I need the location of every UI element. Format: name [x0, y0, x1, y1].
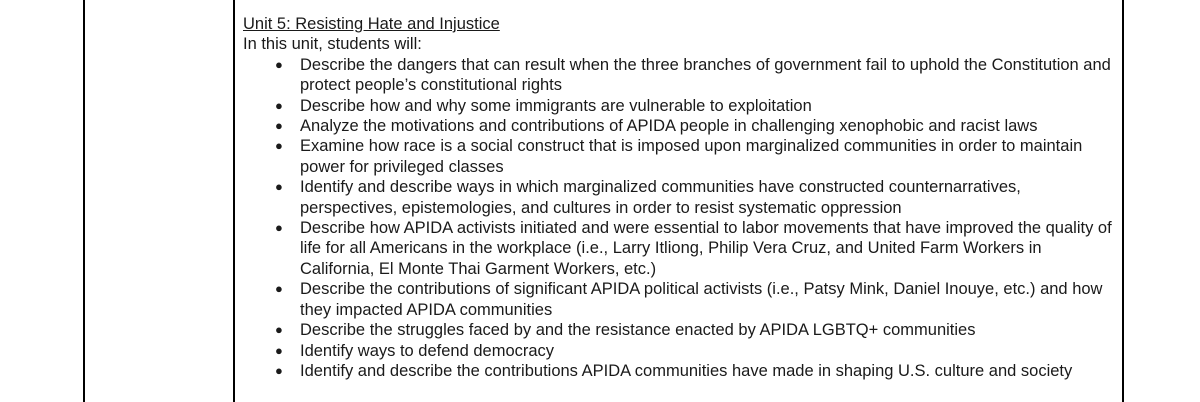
bullet-icon: ● — [275, 179, 283, 195]
table-border-right — [1122, 0, 1124, 402]
bullet-icon: ● — [275, 281, 283, 297]
bullet-icon: ● — [275, 342, 283, 358]
table-border-left — [83, 0, 85, 402]
list-item — [243, 218, 1118, 279]
unit-title: Unit 5: Resisting Hate and Injustice — [243, 15, 500, 33]
list-item-text: Analyze the motivations and contributions of APIDA people in challenging xenophobic and racist laws — [300, 117, 1038, 136]
bullet-icon: ● — [275, 138, 283, 154]
bullet-icon: ● — [275, 56, 283, 72]
list-item-text: Describe how APIDA activists initiated and were essential to labor movements that have improved the quality of life for all Americans in the workplace (i.e., Larry Itliong, Philip Vera Cruz, and United Farm Workers in California, El Monte Thai Garment Workers, etc.) — [300, 219, 1112, 278]
bullet-icon: ● — [275, 220, 283, 236]
bullet-icon: ● — [275, 118, 283, 134]
list-item — [243, 177, 1118, 218]
table-column-divider — [233, 0, 235, 402]
list-item-text: Identify ways to defend democracy — [300, 341, 555, 360]
list-item-text: Describe how and why some immigrants are vulnerable to exploitation — [300, 96, 812, 115]
bullet-icon: ● — [275, 362, 283, 378]
list-item-text: Describe the contributions of significant APIDA political activists (i.e., Patsy Mink, Daniel Inouye, etc.) and how they impacted APIDA communities — [300, 280, 1103, 319]
list-item — [243, 279, 1118, 320]
bullet-icon: ● — [275, 322, 283, 338]
list-item-text: Examine how race is a social construct that is imposed upon marginalized communities in order to maintain power for privileged classes — [300, 137, 1083, 176]
table-cell-content — [243, 14, 1118, 381]
learning-outcomes-list — [243, 55, 1118, 382]
list-item-text: Describe the dangers that can result when the three branches of government fail to uphold the Constitution and protect people’s constitutional rights — [300, 55, 1111, 95]
list-item-text: Identify and describe ways in which marginalized communities have constructed counternarratives, perspectives, epistemologies, and cultures in order to resist systematic oppression — [300, 178, 1021, 217]
list-item — [243, 55, 1118, 96]
bullet-icon: ● — [275, 97, 283, 113]
list-item — [243, 320, 1118, 340]
list-item-text: Identify and describe the contributions APIDA communities have made in shaping U.S. culture and society — [300, 361, 1073, 380]
unit-intro: In this unit, students will: — [243, 35, 422, 54]
list-item — [243, 341, 1118, 361]
list-item — [243, 116, 1118, 136]
list-item — [243, 96, 1118, 116]
list-item — [243, 361, 1118, 381]
list-item-text: Describe the struggles faced by and the resistance enacted by APIDA LGBTQ+ communities — [300, 321, 976, 340]
list-item — [243, 136, 1118, 177]
